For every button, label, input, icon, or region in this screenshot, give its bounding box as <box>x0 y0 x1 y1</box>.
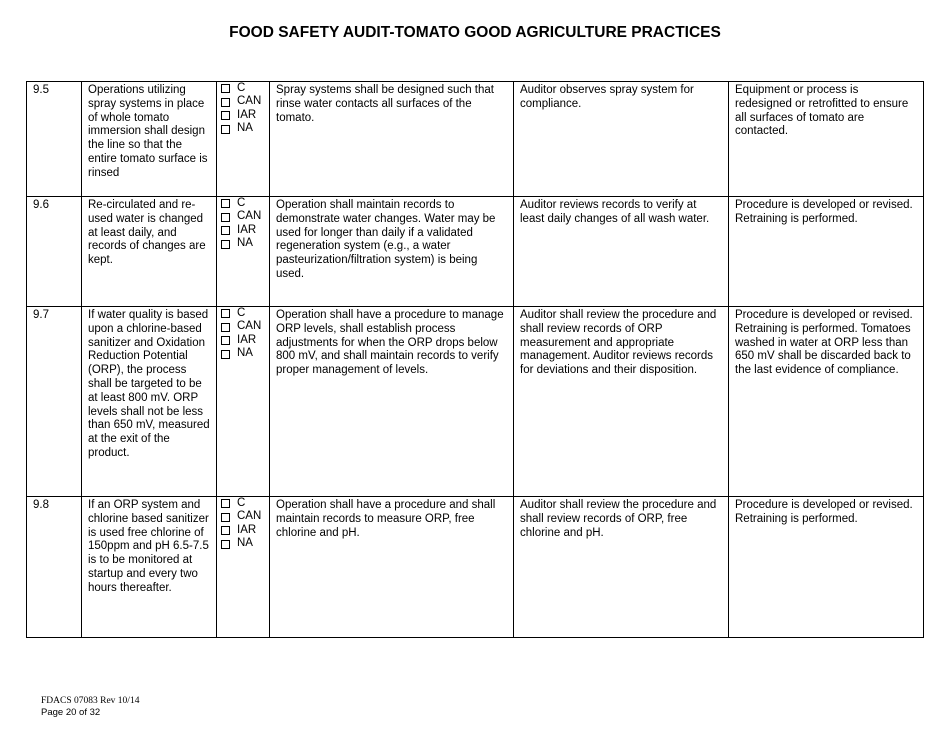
corrective-action-text: Procedure is developed or revised. Retraining is performed. <box>729 497 924 638</box>
checkbox-icon[interactable] <box>221 350 230 359</box>
option-na[interactable]: NA <box>221 238 263 252</box>
checkbox-icon[interactable] <box>221 98 230 107</box>
item-number: 9.7 <box>27 307 82 497</box>
corrective-action-text: Procedure is developed or revised. Retraining is performed. <box>729 197 924 307</box>
checkbox-icon[interactable] <box>221 199 230 208</box>
option-na[interactable]: NA <box>221 348 263 362</box>
option-iar[interactable]: IAR <box>221 334 263 348</box>
item-number: 9.8 <box>27 497 82 638</box>
requirement-text: If an ORP system and chlorine based sanitizer is used free chlorine of 150ppm and pH 6.5-7.5 is to be monitored at startup and every two hours thereafter. <box>82 497 217 638</box>
option-can[interactable]: CAN <box>221 511 263 525</box>
checkbox-icon[interactable] <box>221 309 230 318</box>
requirement-text: If water quality is based upon a chlorine-based sanitizer and Oxidation Reduction Potential (ORP), the process shall be targeted to be at least 800 mV. ORP levels shall not be less than 650 mV, measured at the exit of the product. <box>82 307 217 497</box>
standard-text: Operation shall have a procedure to manage ORP levels, shall establish process adjustments for when the ORP drops below 800 mV, and shall maintain records to verify proper management of levels. <box>270 307 514 497</box>
option-can[interactable]: CAN <box>221 321 263 335</box>
item-number: 9.5 <box>27 82 82 197</box>
page-footer <box>41 695 139 719</box>
corrective-action-text: Procedure is developed or revised. Retraining is performed. Tomatoes washed in water at ORP less than 650 mV shall be discarded back to the last evidence of compliance. <box>729 307 924 497</box>
requirement-text: Re-circulated and re-used water is changed at least daily, and records of changes are kept. <box>82 197 217 307</box>
option-iar[interactable]: IAR <box>221 524 263 538</box>
standard-text: Operation shall have a procedure and shall maintain records to measure ORP, free chlorine and pH. <box>270 497 514 638</box>
page-number: Page 20 of 32 <box>41 707 101 718</box>
compliance-options <box>217 307 270 497</box>
checkbox-icon[interactable] <box>221 540 230 549</box>
option-c[interactable]: C <box>221 82 263 96</box>
form-number: FDACS 07083 Rev 10/14 <box>41 696 140 706</box>
compliance-options <box>217 497 270 638</box>
checkbox-icon[interactable] <box>221 240 230 249</box>
compliance-options <box>217 82 270 197</box>
table-row <box>27 197 924 307</box>
item-number: 9.6 <box>27 197 82 307</box>
compliance-options <box>217 197 270 307</box>
checkbox-icon[interactable] <box>221 226 230 235</box>
standard-text: Spray systems shall be designed such that rinse water contacts all surfaces of the tomato. <box>270 82 514 197</box>
checkbox-icon[interactable] <box>221 526 230 535</box>
table-row <box>27 307 924 497</box>
checkbox-icon[interactable] <box>221 111 230 120</box>
option-na[interactable]: NA <box>221 538 263 552</box>
option-na[interactable]: NA <box>221 123 263 137</box>
verification-text: Auditor shall review the procedure and shall review records of ORP, free chlorine and pH. <box>514 497 729 638</box>
checkbox-icon[interactable] <box>221 336 230 345</box>
standard-text: Operation shall maintain records to demonstrate water changes. Water may be used for longer than daily if a validated regeneration system (e.g., a water pasteurization/filtration system) is being used. <box>270 197 514 307</box>
option-iar[interactable]: IAR <box>221 109 263 123</box>
table-row <box>27 497 924 638</box>
checkbox-icon[interactable] <box>221 499 230 508</box>
verification-text: Auditor observes spray system for compliance. <box>514 82 729 197</box>
verification-text: Auditor reviews records to verify at least daily changes of all wash water. <box>514 197 729 307</box>
option-c[interactable]: C <box>221 307 263 321</box>
table-row <box>27 82 924 197</box>
requirement-text: Operations utilizing spray systems in place of whole tomato immersion shall design the line so that the entire tomato surface is rinsed <box>82 82 217 197</box>
checkbox-icon[interactable] <box>221 513 230 522</box>
option-iar[interactable]: IAR <box>221 224 263 238</box>
verification-text: Auditor shall review the procedure and shall review records of ORP measurement and appropriate management. Auditor reviews records for deviations and their disposition. <box>514 307 729 497</box>
checkbox-icon[interactable] <box>221 125 230 134</box>
audit-table <box>26 81 924 638</box>
option-c[interactable]: C <box>221 197 263 211</box>
checkbox-icon[interactable] <box>221 213 230 222</box>
checkbox-icon[interactable] <box>221 323 230 332</box>
checkbox-icon[interactable] <box>221 84 230 93</box>
corrective-action-text: Equipment or process is redesigned or retrofitted to ensure all surfaces of tomato are contacted. <box>729 82 924 197</box>
option-can[interactable]: CAN <box>221 96 263 110</box>
page-title: FOOD SAFETY AUDIT-TOMATO GOOD AGRICULTURE PRACTICES <box>229 24 721 41</box>
option-c[interactable]: C <box>221 497 263 511</box>
option-can[interactable]: CAN <box>221 211 263 225</box>
